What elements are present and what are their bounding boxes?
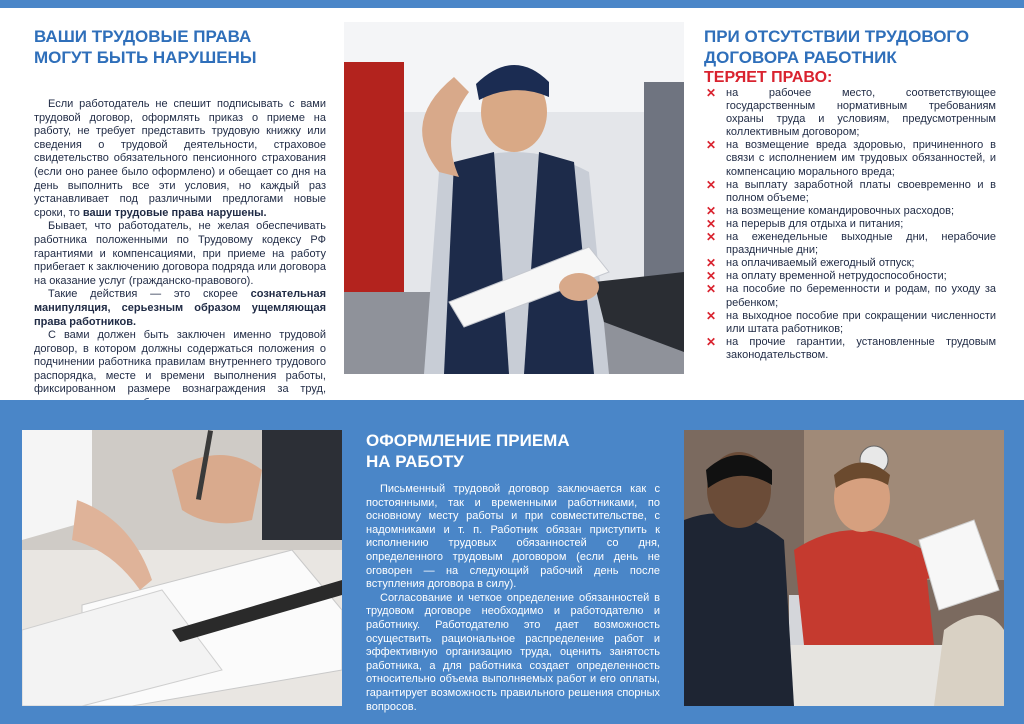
rights-list xyxy=(704,87,996,362)
cross-icon: ✕ xyxy=(706,256,717,271)
photo-document-signing xyxy=(22,430,342,706)
cross-icon: ✕ xyxy=(706,177,717,192)
rights-list-item xyxy=(704,270,996,283)
cross-icon: ✕ xyxy=(706,269,717,284)
rights-list-item xyxy=(704,310,996,336)
cross-icon: ✕ xyxy=(706,138,717,153)
photo-worried-worker xyxy=(344,22,684,374)
right-column xyxy=(704,26,996,362)
cross-icon: ✕ xyxy=(706,203,717,218)
rights-list-item-text: на возмещение командировочных расходов; xyxy=(726,204,955,217)
left-column xyxy=(34,26,326,411)
cross-icon: ✕ xyxy=(706,86,717,100)
top-accent-bar xyxy=(0,0,1024,8)
left-body xyxy=(34,98,326,411)
left-paragraph-3: Такие действия — это скорее сознательная манипуляция, серьезным образом ущемляющая права работников. xyxy=(34,288,326,328)
rights-list-item xyxy=(704,257,996,270)
rights-list-item-text: на пособие по беременности и родам, по уходу за ребенком; xyxy=(726,283,996,309)
rights-list-item-text: на выходное пособие при сокращении численности или штата работников; xyxy=(726,309,996,335)
cross-icon: ✕ xyxy=(706,282,717,297)
rights-list-item xyxy=(704,218,996,231)
bottom-paragraph-2: Согласование и четкое определение обязанностей в трудовом договоре необходимо и работодателю и работнику. Работодателю это дает возможность осуществить рациональное распределение работ и эффективную организацию труда, оценить занятость работника, а для работника создает определенность относительно объема выполняемых работ и его оплаты, гарантирует возможность правильного решения спорных вопросов. xyxy=(366,591,660,713)
rights-list-item-text: на оплату временной нетрудоспособности; xyxy=(726,270,947,283)
bottom-paragraph-1: Письменный трудовой договор заключается как с постоянными, так и временными работниками, по основному месту работы и при совместительстве, с надомниками и т. п. Работник обязан приступить к исполнению трудовых обязанностей со дня, определенного трудовым договором (если день не оговорен — на следующий рабочий день после вступления договора в силу). xyxy=(366,483,660,591)
bottom-body xyxy=(366,483,660,714)
rights-list-item-text: на возмещение вреда здоровью, причиненного в связи с исполнением им трудовых обязанностей, и компенсацию морального вреда; xyxy=(726,139,996,178)
left-paragraph-2: Бывает, что работодатель, не желая обеспечивать работника положенными по Трудовому кодексу РФ гарантиями и компенсациями, при приеме на работу прибегает к заключению договора подряда или договора на оказание услуг (гражданско-правового). xyxy=(34,220,326,287)
bottom-column xyxy=(366,430,660,714)
rights-list-item xyxy=(704,283,996,309)
rights-list-item-text: на еженедельные выходные дни, нерабочие праздничные дни; xyxy=(726,231,996,257)
cross-icon: ✕ xyxy=(706,230,717,245)
rights-list-item-text: на выплату заработной платы своевременно и в полном объеме; xyxy=(726,178,996,204)
rights-list-item xyxy=(704,87,996,139)
right-title: ПРИ ОТСУТСТВИИ ТРУДОВОГО ДОГОВОРА РАБОТНИК xyxy=(704,27,970,67)
rights-list-item-text: на оплачиваемый ежегодный отпуск; xyxy=(726,257,915,270)
left-paragraph-4: С вами должен быть заключен именно трудовой договор, в котором должны содержаться положения о подчинении работника правилам внутреннего трудового распорядка, месте и времени выполнения работы, фиксированном размере вознаграждения за труд, xyxy=(34,329,326,396)
rights-list-item-text: на перерыв для отдыха и питания; xyxy=(726,217,904,230)
left-title: ВАШИ ТРУДОВЫЕ ПРАВА МОГУТ БЫТЬ НАРУШЕНЫ xyxy=(34,27,257,67)
rights-list-item xyxy=(704,179,996,205)
left-paragraph-1: Если работодатель не спешит подписывать с вами трудовой договор, оформлять приказ о приеме на работу, не требует представить трудовую книжку или сведения о трудовой деятельности, страховое свидетельство обязательного пенсионного страхования (если оно ранее было оформлено) и обещает со дня на день выполнить все эти условия, но каждый раз устанавливает под различными предлогами новые сроки, то ваши трудовые права нарушены. xyxy=(34,98,326,219)
rights-list-item xyxy=(704,231,996,257)
bottom-title: ОФОРМЛЕНИЕ ПРИЕМА НА РАБОТУ xyxy=(366,431,570,471)
cross-icon: ✕ xyxy=(706,334,717,349)
photo-meeting-dispute xyxy=(684,430,1004,706)
rights-list-item-text: на рабочее место, соответствующее государственным нормативным требованиям охраны труда и условиям, предусмотренным коллективным договором; xyxy=(726,87,996,139)
rights-list-item xyxy=(704,205,996,218)
cross-icon: ✕ xyxy=(706,216,717,231)
cross-icon: ✕ xyxy=(706,308,717,323)
right-subtitle: ТЕРЯЕТ ПРАВО: xyxy=(704,69,833,86)
rights-list-item xyxy=(704,139,996,178)
rights-list-item-text: на прочие гарантии, установленные трудовым законодательством. xyxy=(726,335,996,361)
rights-list-item xyxy=(704,336,996,362)
